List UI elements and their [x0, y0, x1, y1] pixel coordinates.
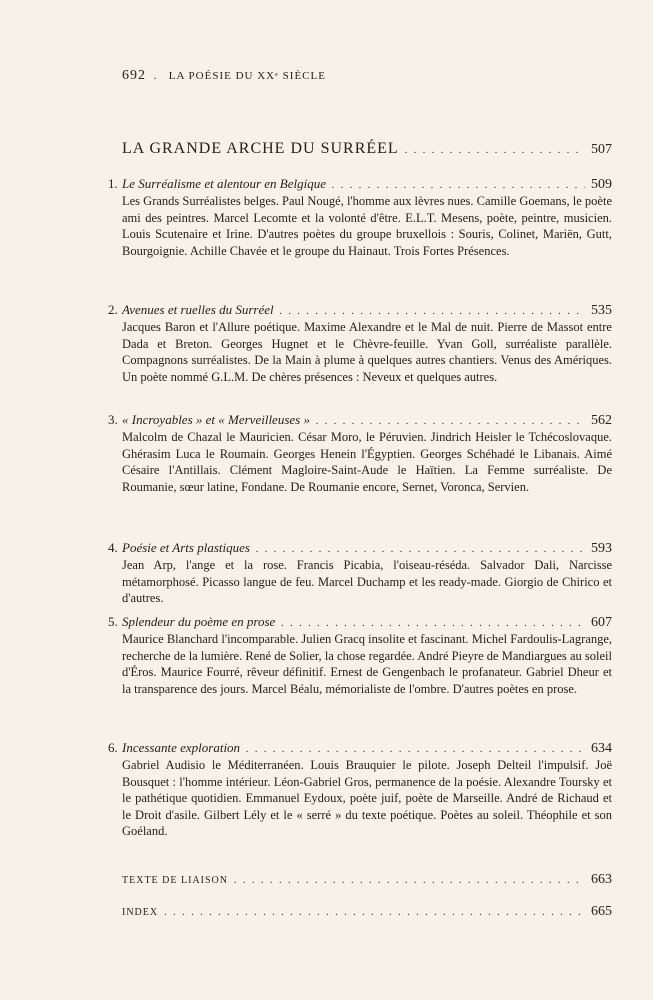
appendix-title: TEXTE DE LIAISON [122, 875, 228, 886]
chapter-summary: Jacques Baron et l'Allure poétique. Maxime Alexandre et le Mal de nuit. Pierre de Massot entre Dada et Breton. Georges Hugnet et le Chèvre-feuille. Yvan Goll, surréaliste parallèle. Compagnons surréalistes. De la Main à plume à quelques autres chantiers. Venus des Amériques. Un poète nommé G.L.M. De chères présences : Neveux et quelques autres. [122, 320, 612, 384]
chapter-entry [108, 412, 612, 495]
chapter-entry [108, 740, 612, 840]
chapter-heading [108, 614, 612, 631]
appendix-page: 663 [591, 872, 612, 887]
dot-leader [316, 416, 585, 427]
section-page: 507 [591, 142, 612, 157]
chapter-summary: Maurice Blanchard l'incomparable. Julien Gracq insolite et fascinant. Michel Fardoulis-Lagrange, recherche de la lumière. René de Solier, la chose regardée. André Pieyre de Mandiargues au soleil d'Éros. Maurice Fourré, rêveur définitif. Ernest de Gengenbach le profanateur. Gabriel Dheur et la transparence des jours. Marcel Béalu, mémorialiste de l'ombre. D'autres poètes en prose. [122, 632, 612, 696]
dot-leader [234, 875, 585, 886]
chapter-number: 2. [108, 302, 118, 317]
dot-leader [256, 544, 585, 555]
chapter-number: 5. [108, 614, 118, 629]
running-head-separator: . [153, 70, 158, 82]
chapter-entry [108, 302, 612, 385]
chapter-number: 4. [108, 540, 118, 555]
chapter-title: Poésie et Arts plastiques [122, 540, 250, 555]
dot-leader [164, 907, 585, 918]
chapter-number: 6. [108, 740, 118, 755]
chapter-title: « Incroyables » et « Merveilleuses » [122, 412, 310, 427]
running-head [122, 68, 326, 84]
chapter-summary: Jean Arp, l'ange et la rose. Francis Picabia, l'oiseau-réséda. Salvador Dali, Narcisse métamorphosé. Picasso langue de feu. Marcel Duchamp et les ready-made. Giorgio de Chirico et d'autres. [122, 558, 612, 605]
chapter-entry [108, 614, 612, 697]
chapter-summary: Gabriel Audisio le Méditerranéen. Louis Brauquier le pilote. Joseph Delteil l'impulsif. Joë Bousquet : l'homme intérieur. Léon-Gabriel Gros, permanence de la poésie. Alexandre Toursky et le pathétique quotidien. Emmanuel Eydoux, poète juif, poète de Marseille. André de Richaud et le Droit d'asile. Gilbert Lély et le « serré » du texte poétique. Poètes au soleil. Théophile et son Goéland. [122, 758, 612, 838]
chapter-summary: Malcolm de Chazal le Mauricien. César Moro, le Péruvien. Jindrich Heisler le Tchécoslovaque. Ghérasim Luca le Roumain. Georges Henein l'Égyptien. Georges Schéhadé le Libanais. Aimé Césaire l'Antillais. Clément Magloire-Saint-Aude le Haïtien. La Femme surréaliste. De Roumanie, sœur latine, Fondane. De Roumanie encore, Sernet, Voronca, Servien. [122, 430, 612, 494]
dot-leader [332, 180, 585, 191]
chapter-page: 634 [591, 741, 612, 756]
appendix-entry-texte-de-liaison [122, 872, 612, 888]
chapter-heading [108, 302, 612, 319]
chapter-heading [108, 740, 612, 757]
chapter-entry [108, 540, 612, 607]
chapter-heading [108, 540, 612, 557]
chapter-page: 535 [591, 303, 612, 318]
section-title [122, 140, 612, 158]
chapter-title: Le Surréalisme et alentour en Belgique [122, 176, 326, 191]
dot-leader [246, 744, 585, 755]
chapter-page: 593 [591, 541, 612, 556]
chapter-page: 607 [591, 615, 612, 630]
chapter-title: Incessante exploration [122, 740, 241, 755]
chapter-heading [108, 412, 612, 429]
chapter-title: Avenues et ruelles du Surréel [122, 302, 274, 317]
dot-leader [280, 306, 585, 317]
running-head-title: LA POÉSIE DU XXᵉ SIÈCLE [168, 70, 326, 82]
appendix-entry-index [122, 904, 612, 920]
chapter-summary: Les Grands Surréalistes belges. Paul Nougé, l'homme aux lèvres nues. Camille Goemans, le poète ami des peintres. Marcel Lecomte et la volonté d'être. E.L.T. Mesens, poète, peintre, musicien. Louis Scutenaire et Irine. D'autres poètes du groupe bruxellois : Souris, Colinet, Mariën, Gutt, Bourgoignie. Achille Chavée et le groupe du Hainaut. Trois Fortes Présences. [122, 194, 612, 258]
dot-leader [405, 145, 585, 156]
section-title-text: LA GRANDE ARCHE DU SURRÉEL [122, 140, 399, 157]
chapter-title: Splendeur du poème en prose [122, 614, 276, 629]
appendix-title: INDEX [122, 907, 159, 918]
chapter-page: 562 [591, 413, 612, 428]
chapter-entry [108, 176, 612, 259]
chapter-number: 1. [108, 176, 118, 191]
appendix-page: 665 [591, 904, 612, 919]
chapter-page: 509 [591, 177, 612, 192]
chapter-heading [108, 176, 612, 193]
dot-leader [281, 618, 585, 629]
page-number: 692 [122, 68, 146, 83]
chapter-number: 3. [108, 412, 118, 427]
